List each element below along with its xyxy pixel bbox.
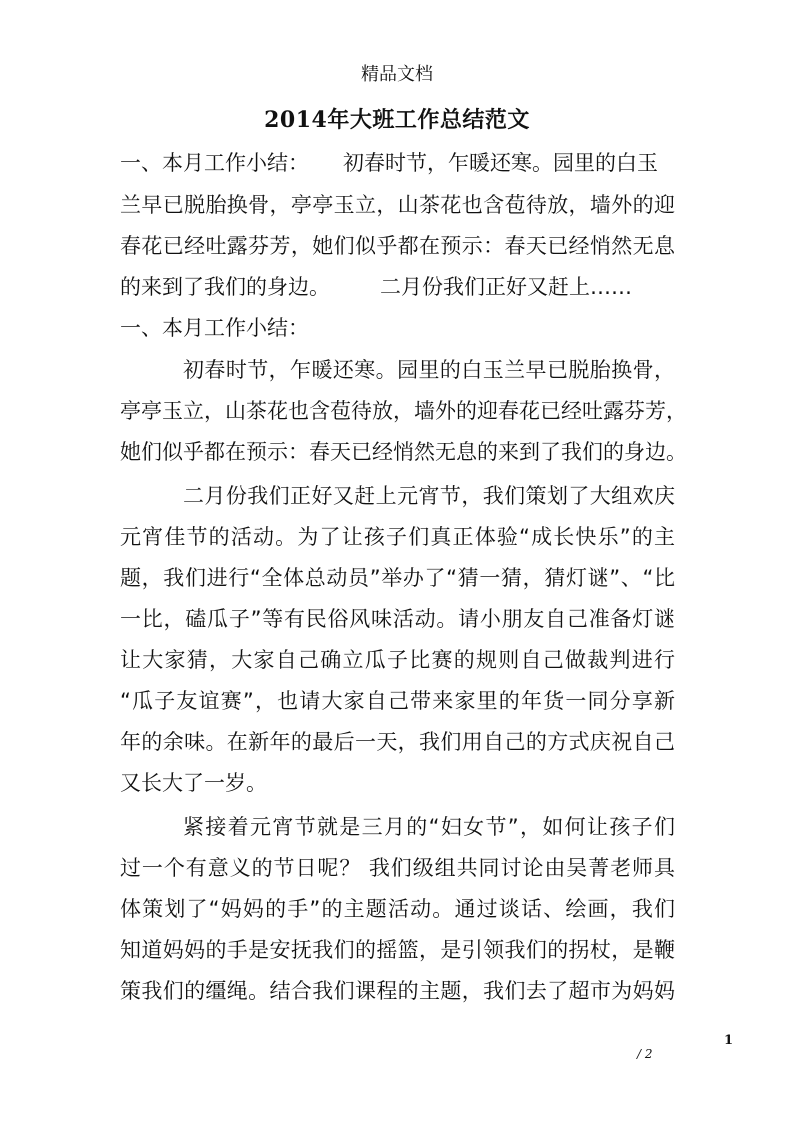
- document-title: 2014年大班工作总结范文: [264, 107, 530, 133]
- summary-label: 一、本月工作小结：: [120, 151, 309, 175]
- section-heading: 一、本月工作小结：: [120, 316, 309, 340]
- paragraph-line: 一比，磕瓜子”等有民俗风味活动。请小朋友自己准备灯谜: [120, 607, 675, 631]
- summary-line-4-text: 的来到了我们的身边。: [120, 275, 330, 299]
- page-header: 精品文档: [361, 64, 433, 85]
- summary-line-4: [120, 272, 675, 302]
- paragraph-line: 她们似乎都在预示：春天已经悄然无息的来到了我们的身边。: [120, 440, 687, 464]
- page-total: / 2: [637, 1047, 653, 1061]
- paragraph-line: 策我们的缰绳。结合我们课程的主题，我们去了超市为妈妈: [120, 979, 675, 1003]
- summary-line-2: 兰早已脱胎换骨，亭亭玉立，山茶花也含苞待放，墙外的迎: [120, 193, 675, 217]
- paragraph-line: “瓜子友谊赛”，也请大家自己带来家里的年货一同分享新: [120, 689, 675, 713]
- paragraph-line: 题，我们进行“全体总动员”举办了“猜一猜，猜灯谜”、“比: [120, 566, 675, 590]
- paragraph-line: 二月份我们正好又赶上元宵节，我们策划了大组欢庆: [183, 484, 675, 508]
- summary-line-4-continued: 二月份我们正好又赶上……: [380, 275, 632, 299]
- paragraph-line: 知道妈妈的手是安抚我们的摇篮，是引领我们的拐杖，是鞭: [120, 938, 675, 962]
- paragraph-line: 亭亭玉立，山茶花也含苞待放，墙外的迎春花已经吐露芬芳，: [120, 399, 687, 423]
- paragraph-line: 初春时节，乍暖还寒。园里的白玉兰早已脱胎换骨，: [183, 358, 675, 382]
- paragraph-line: 又长大了一岁。: [120, 771, 267, 795]
- summary-line-1-text: 初春时节，乍暖还寒。园里的白玉: [343, 151, 658, 175]
- paragraph-line: 紧接着元宵节就是三月的“妇女节”，如何让孩子们: [183, 815, 675, 839]
- summary-line-1: [120, 148, 675, 178]
- paragraph-line: 过一个有意义的节日呢？ 我们级组共同讨论由吴菁老师具: [120, 856, 675, 880]
- paragraph-line: 年的余味。在新年的最后一天，我们用自己的方式庆祝自己: [120, 730, 675, 754]
- page-number: 1: [724, 1033, 734, 1048]
- summary-line-3: 春花已经吐露芬芳，她们似乎都在预示：春天已经悄然无息: [120, 234, 675, 258]
- paragraph-line: 元宵佳节的活动。为了让孩子们真正体验“成长快乐”的主: [120, 525, 675, 549]
- paragraph-line: 体策划了“妈妈的手”的主题活动。通过谈话、绘画，我们: [120, 897, 675, 921]
- paragraph-line: 让大家猜，大家自己确立瓜子比赛的规则自己做裁判进行: [120, 648, 675, 672]
